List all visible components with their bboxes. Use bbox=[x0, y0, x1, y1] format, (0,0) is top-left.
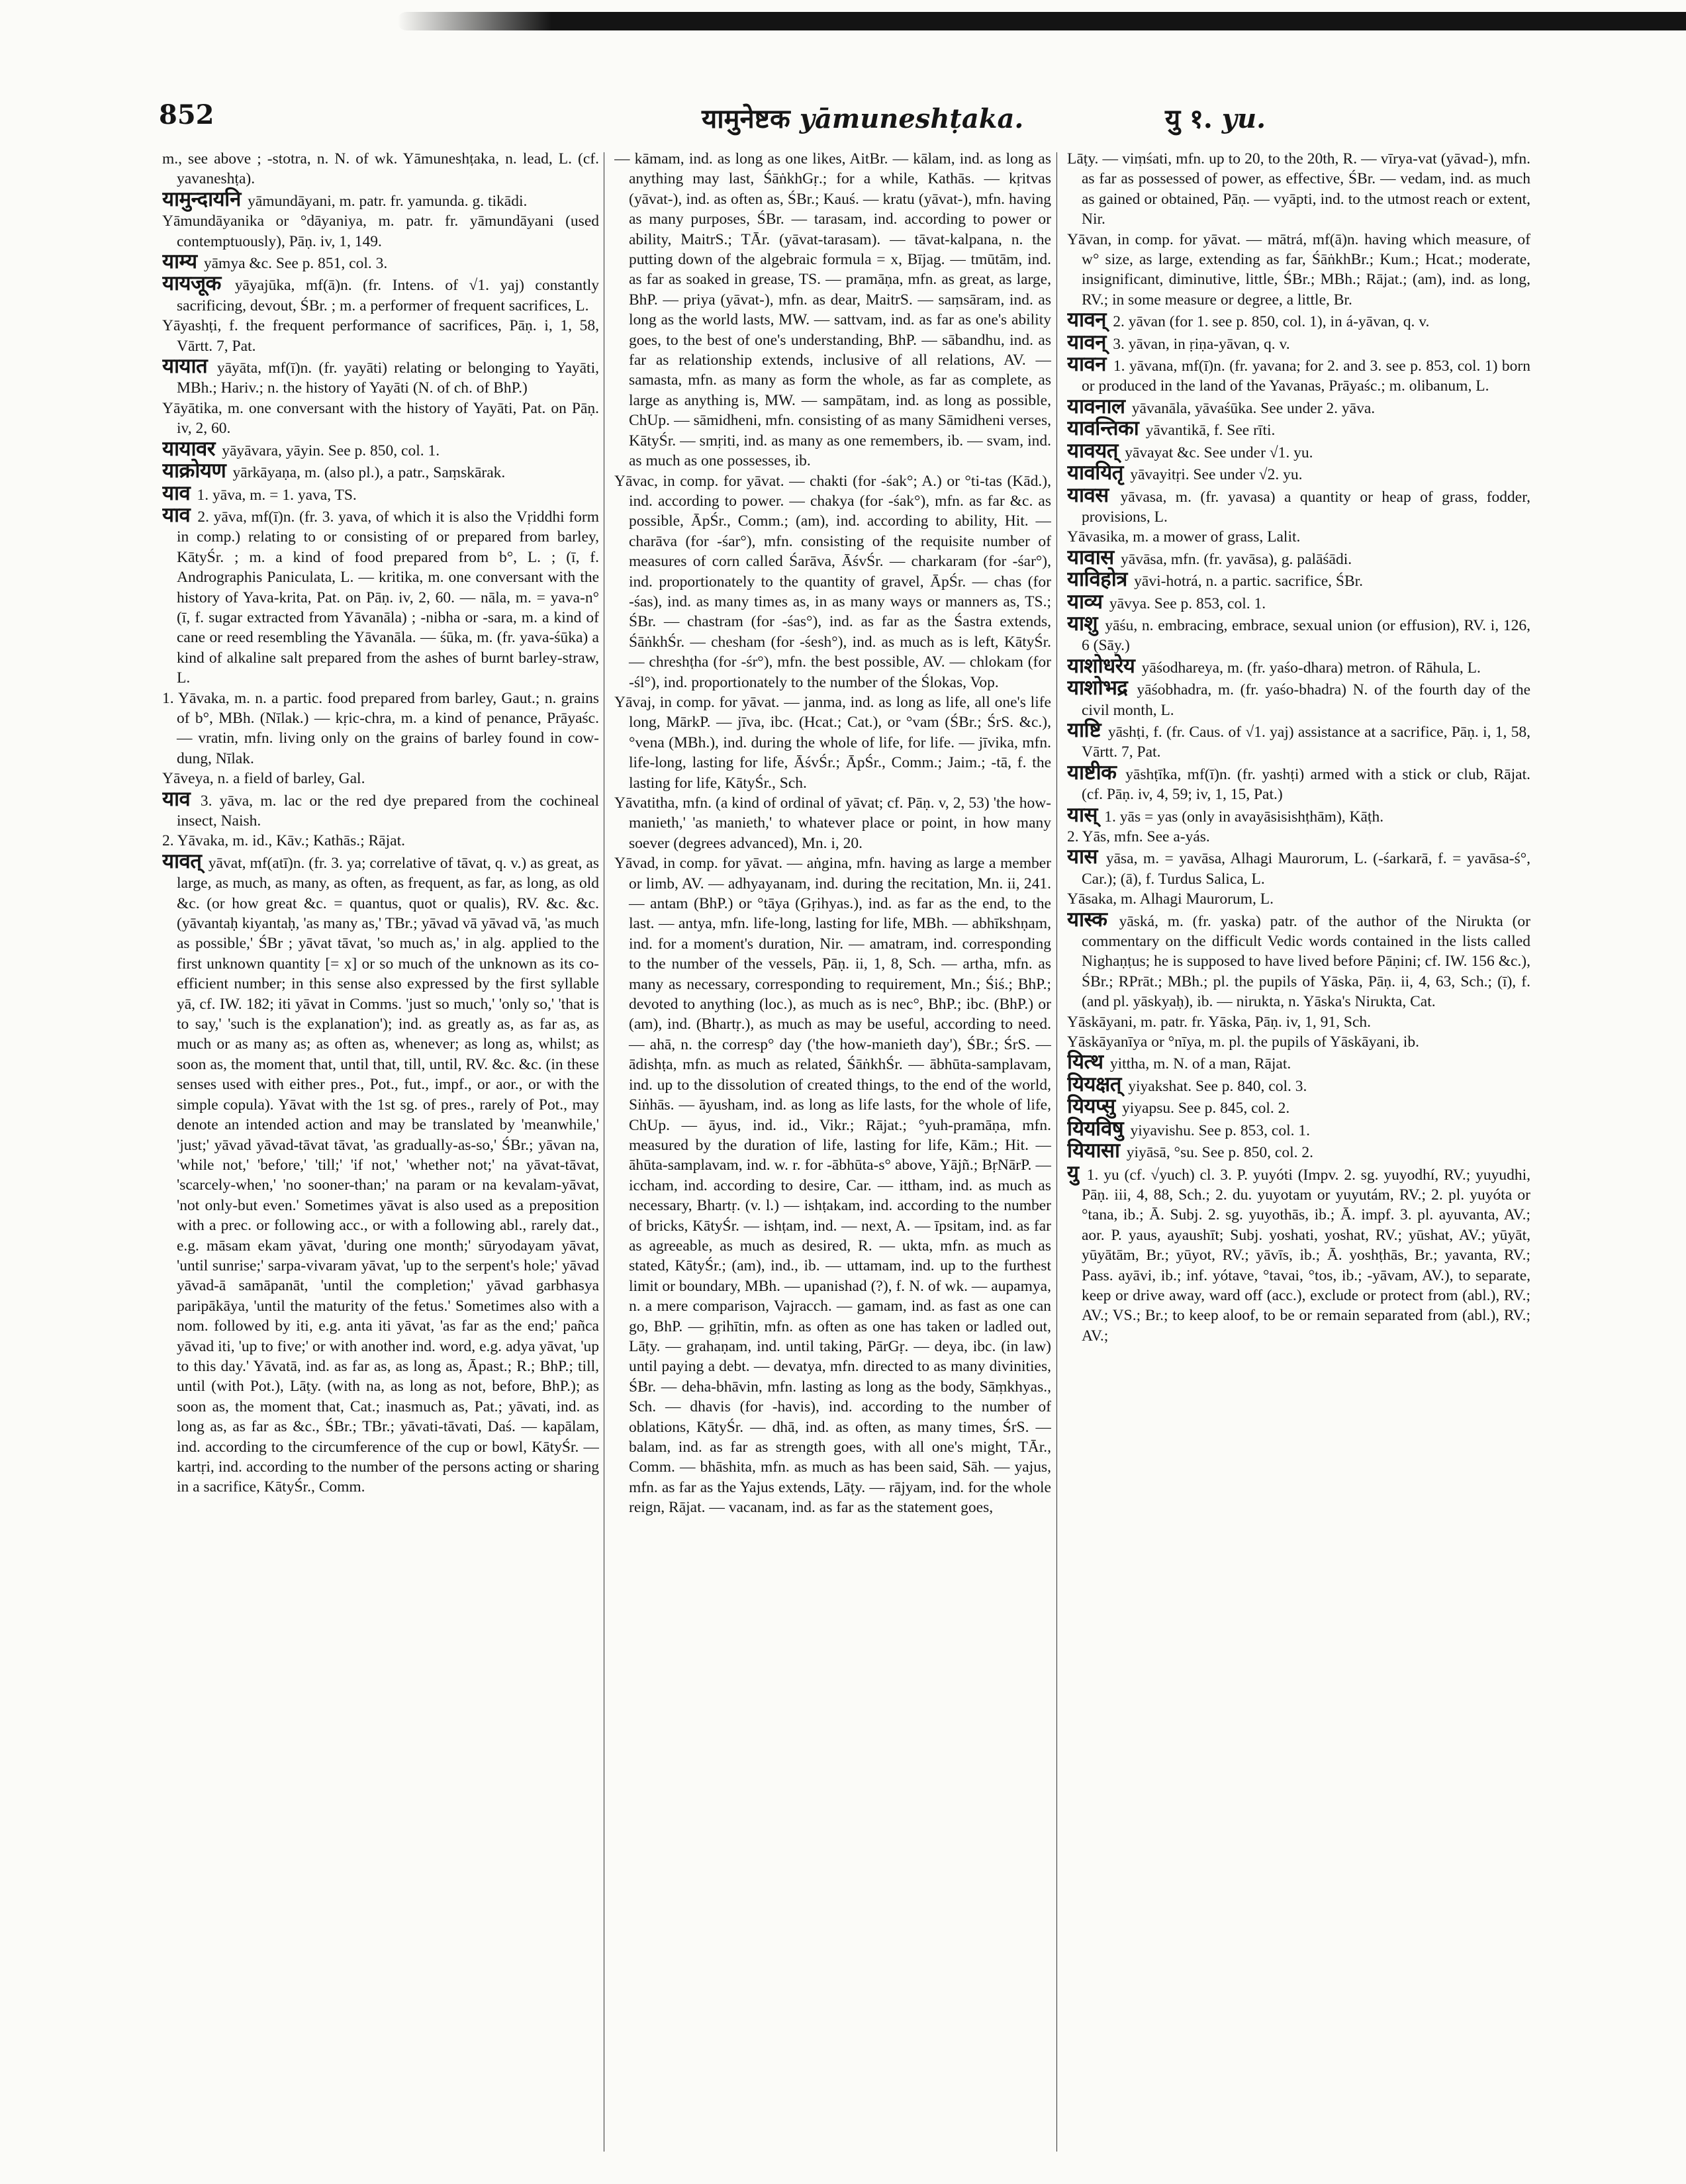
headword-devanagari: यित्थ bbox=[1067, 1050, 1110, 1074]
dictionary-entry: यायावर yāyāvara, yāyin. See p. 850, col. 1. bbox=[162, 436, 440, 461]
dictionary-entry: याशोभद्र yāśobhadra, m. (fr. yaśo-bhadra) N. of the fourth day of the civil month, L. bbox=[1067, 676, 1530, 719]
headword-devanagari: यियक्षत् bbox=[1067, 1072, 1129, 1096]
headword-devanagari: याव्य bbox=[1067, 589, 1109, 614]
dictionary-entry: Lāṭy. — viṃśati, mfn. up to 20, to the 20th, R. — vīrya-vat (yāvad-), mfn. as far as possessed of power, as effective, ŚBr. — vedam, ind. as much as gained or obtained, Pāṇ. — vyāpti, ind. to the utmost reach or extent, Nir. bbox=[1067, 150, 1530, 228]
dictionary-entry: यावयितृ yāvayitṛi. See under √2. yu. bbox=[1067, 461, 1303, 485]
dictionary-entry: यायात yāyāta, mf(ī)n. (fr. yayāti) relating or belonging to Yayāti, MBh.; Hariv.; n. the history of Yayāti (N. of ch. of BhP.) bbox=[162, 354, 599, 397]
dictionary-entry: याव्य yāvya. See p. 853, col. 1. bbox=[1067, 589, 1266, 614]
headword-devanagari: यावन् bbox=[1067, 330, 1113, 354]
dictionary-entry: यावयत् yāvayat &c. See under √1. yu. bbox=[1067, 438, 1313, 463]
headword-devanagari: याशु bbox=[1067, 611, 1105, 636]
headword-devanagari: याक्रोयण bbox=[162, 459, 233, 483]
dictionary-entry: Yāveya, n. a field of barley, Gal. bbox=[162, 770, 365, 788]
headword-devanagari: यु bbox=[1067, 1161, 1087, 1185]
dictionary-entry: Yāskāyanīya or °nīya, m. pl. the pupils of Yāskāyani, ib. bbox=[1067, 1033, 1419, 1051]
headword-devanagari: यास bbox=[1067, 845, 1106, 869]
headword-devanagari: यायात bbox=[162, 354, 217, 379]
column-divider bbox=[1056, 152, 1057, 2152]
dictionary-entry: यास् 1. yās = yas (only in avayāsisishṭhām), Kāṭh. bbox=[1067, 802, 1384, 827]
dictionary-entry: 2. Yāvaka, m. id., Kāv.; Kathās.; Rājat. bbox=[162, 832, 405, 850]
dictionary-entry: यावन 1. yāvana, mf(ī)n. (fr. yavana; for 2. and 3. see p. 853, col. 1) born or produced in the land of the Yavanas, Prāyaśc.; m. olibanum, L. bbox=[1067, 352, 1530, 395]
dictionary-entry: यावत् yāvat, mf(atī)n. (fr. 3. ya; correlative of tāvat, q. v.) as great, as large, as much, as many, as often, as frequent, as far, as long, as old &c. (or how great &c. = quantus, quot or qualis), RV. &c. &c. (yāvantaḥ kiyantaḥ, 'as many as,' TBr.; yāvad vā yāvad vā, 'as much as possible,' ŚBr ; yāvat tāvat, 'so much as,' in alg. applied to the first unknown quantity [= x] or so much of the unknown as its co-efficient number; in this sense also expressed by the first syllable yā, cf. IW. 182; iti yāvat in Comms. 'just so much,' 'only so,' 'that is to say,' 'such is the explanation'); ind. as greatly as, as far as, as much or as many as; as often as, whenever; as long as, whilst; as soon as, the moment that, until that, till, until, RV. &c. &c. (in these senses used with either pres., Pot., fut., impf., or aor., or with the simple copula). Yāvat with the 1st sg. of pres., rarely of Pot., may denote an intended action and may be translated by 'meanwhile,' 'just;' yāvad yāvad-tāvat tāvat, 'as gradually-as-so,' ŚBr.; yāvan na, 'while not,' 'before,' 'till;' 'if not,' 'whether not;' na yāvat-tāvat, 'scarcely-when,' 'no sooner-than;' na param or na kevalam-yāvat, 'not only-but even.' Sometimes yāvat is also used as a preposition with a prec. or following acc., or with a following abl., rarely dat., e.g. māsam ekam yāvat, 'during one month;' sūryodayam yāvat, 'until sunrise;' sarpa-vivaram yāvat, 'up to the serpent's hole;' yāvad yāvad-ā samāpanāt, 'until the completion;' yāvad garbhasya paripākāya, 'until the maturity of the fetus.' Sometimes also with a nom. followed by iti, e.g. anta iti yāvat, 'as far as the end;' pañca yāvad iti, 'up to five;' or with another ind. word, e.g. adya yāvat, 'up to this day.' Yāvatā, ind. as far as, as long as, Āpast.; R.; BhP.; till, until (with Pot.), Lāṭy. (with na, as long as not, before, BhP.); as soon as, the moment that, Cat.; inasmuch as, Pat.; yāvati, ind. as long as, as far as &c., ŚBr.; TBr.; yāvati-tāvati, Daś. — kapālam, ind. according to the circumference of the cup or bowl, KātyŚr. — kartṛi, ind. according to the number of the persons acting or sharing in a sacrifice, KātyŚr., Comm. bbox=[162, 849, 599, 1496]
dictionary-entry: Yāskāyani, m. patr. fr. Yāska, Pāṇ. iv, 1, 91, Sch. bbox=[1067, 1013, 1372, 1031]
headword-devanagari: यामुन्दायनि bbox=[162, 187, 248, 211]
dictionary-entry: याशु yāśu, n. embracing, embrace, sexual union (or effusion), RV. i, 126, 6 (Sāy.) bbox=[1067, 611, 1530, 655]
dictionary-entry: Yāvan, in comp. for yāvat. — mātrá, mf(ā)n. having which measure, of w° size, as large, extending as far, ŚāṅkhBr.; Kum.; Hcat.; moderate, insignificant, diminutive, little, ŚBr.; MBh.; Rājat.; (am), ind. as long, RV.; in some measure or degree, a little, Br. bbox=[1067, 230, 1530, 309]
dictionary-entry: याव 3. yāva, m. lac or the red dye prepared from the cochineal insect, Naish. bbox=[162, 786, 599, 830]
headword-devanagari: यायजूक bbox=[162, 271, 235, 296]
page-number: 852 bbox=[159, 99, 214, 130]
right-running-head bbox=[1165, 99, 1266, 136]
headword-devanagari: यियप्सु bbox=[1067, 1094, 1122, 1119]
headword-devanagari: याष्टीक bbox=[1067, 760, 1126, 784]
dictionary-entry: Yāsaka, m. Alhagi Maurorum, L. bbox=[1067, 890, 1274, 908]
dictionary-entry: यावनाल yāvanāla, yāvaśūka. See under 2. yāva. bbox=[1067, 394, 1376, 418]
dictionary-entry: Yāmundāyanika or °dāyaniya, m. patr. fr. yāmundāyani (used contemptuously), Pāṇ. iv, 1, 149. bbox=[162, 213, 599, 250]
dictionary-entry: यावन्तिका yāvantikā, f. See rīti. bbox=[1067, 416, 1276, 441]
dictionary-entry: याम्य yāmya &c. See p. 851, col. 3. bbox=[162, 250, 388, 274]
left-head-devanagari: यामुनेष्टक bbox=[702, 103, 790, 134]
right-head-roman: yu. bbox=[1221, 103, 1266, 134]
headword-devanagari: यावयत् bbox=[1067, 438, 1125, 463]
dictionary-entry: m., see above ; -stotra, n. N. of wk. Yāmuneshṭaka, n. lead, L. (cf. yavaneshṭa). bbox=[162, 150, 599, 188]
dictionary-entry: Yāvatitha, mfn. (a kind of ordinal of yāvat; cf. Pāṇ. v, 2, 53) 'the how-manieth,' 'as manieth,' to whatever place or point, in how many soever (degrees advanced), Mn. i, 20. bbox=[614, 794, 1051, 852]
dictionary-entry: यियविषु yiyavishu. See p. 853, col. 1. bbox=[1067, 1116, 1310, 1141]
headword-devanagari: यास् bbox=[1067, 802, 1105, 827]
dictionary-entry: याष्टीक yāshṭīka, mf(ī)n. (fr. yashṭi) armed with a stick or club, Rājat. (cf. Pāṇ. iv, 4, 59; iv, 1, 15, Pat.) bbox=[1067, 760, 1530, 804]
dictionary-entry: Yāvac, in comp. for yāvat. — chakti (for -śak°; A.) or °ti-tas (Kād.), ind. according to power. — chakya (for -śak°), mfn. as far &c. as possible, ĀpŚr., Comm.; (am), ind. according to ability, Hit. — charāva (for -śar°), mfn. consisting of the requisite number of measures of corn called Śarāva, ĀśvŚr. — charkaram (for -śar°), ind. proportionately to the quantity of gravel, ĀpŚr. — chas (for -śas), ind. as many times as, in as many ways or manners as, TS.; ŚBr. — chastram (for -śas°), ind. as far as the Śastra extends, ŚāṅkhŚr. — chesham (for -śesh°), ind. as much as is left, KātyŚr. — chreshṭha (for -śr°), mfn. the best possible, AV. — chlokam (for -śl°), ind. proportionately to the number of the Ślokas, Vop. bbox=[614, 472, 1051, 691]
dictionary-entry: याव 1. yāva, m. = 1. yava, TS. bbox=[162, 481, 357, 505]
headword-devanagari: यावयितृ bbox=[1067, 461, 1131, 485]
headword-devanagari: यावन्तिका bbox=[1067, 416, 1146, 441]
dictionary-entry: यियासा yiyāsā, °su. See p. 850, col. 2. bbox=[1067, 1139, 1314, 1163]
left-head-roman: yāmuneshṭaka. bbox=[799, 103, 1024, 134]
dictionary-entry: यियप्सु yiyapsu. See p. 845, col. 2. bbox=[1067, 1094, 1290, 1119]
headword-devanagari: यावास bbox=[1067, 545, 1121, 569]
dictionary-entry: याष्टि yāshṭi, f. (fr. Caus. of √1. yaj) assistance at a sacrifice, Pāṇ. i, 1, 58, Vārtt. 7, Pat. bbox=[1067, 718, 1530, 761]
dictionary-entry: याक्रोयण yārkāyaṇa, m. (also pl.), a patr., Saṃskārak. bbox=[162, 459, 506, 483]
dictionary-entry: — kāmam, ind. as long as one likes, AitBr. — kālam, ind. as long as anything may last, ŚāṅkhGṛ.; for a while, Kathās. — kṛitvas (yāvat-), ind. as often as, ŚBr.; Kauś. — kratu (yāvat-), mfn. having as many purposes, ŚBr. — tarasam, ind. according to power or ability, MaitrS.; TĀr. (yāvat-tarasam). — tāvat-kalpana, n. the putting down of the algebraic formula = x, Bījag. — tmūtām, ind. as far as soaked in grease, TS. — pramāṇa, mfn. as great, as large, BhP. — priya (yāvat-), mfn. as dear, MaitrS. — saṃsāram, ind. as long as the world lasts, MW. — sattvam, ind. as far as one's ability goes, to the best of one's understanding, BhP. — sābandhu, ind. as far as relationship extends, inclusive of all relations, AV. — samasta, mfn. as many as form the whole, as far as complete, as large as anything is, MW. — sampātam, ind. as long as possible, ChUp. — sāmidheni, mfn. consisting of as many Sāmidheni verses, KātyŚr. — smṛiti, ind. as many as one remembers, ib. — svam, ind. as much as one possesses, ib. bbox=[614, 150, 1051, 470]
dictionary-entry: 1. Yāvaka, m. n. a partic. food prepared from barley, Gaut.; n. grains of b°, MBh. (Nīlak.) — kṛic-chra, m. a kind of penance, Prāyaśc. — vratin, mfn. living only on the grains of barley found in cow-dung, Nīlak. bbox=[162, 689, 599, 767]
dictionary-entry: यु 1. yu (cf. √yuch) cl. 3. P. yuyóti (Impv. 2. sg. yuyodhí, RV.; yuyudhi, Pāṇ. iii, 4, 88, Sch.; 2. du. yuyotam or yuyutám, RV.; 2. pl. yuyóta or °tana, ib.; Ā. Subj. 2. sg. yuyothās, ib.; Ā. impf. 3. pl. ayuvanta, AV.; aor. P. yaus, ayaushīt; Subj. yoshati, yoshat, RV.; yūshat, AV.; yūyāt, yūyātām, Br.; yūyot, RV.; yāvīs, ib.; Ā. yoshṭhās, Br.; yavanta, RV.; Pass. ayāvi, ib.; inf. yótave, °tavai, °tos, ib.; -yāvam, AV.), to separate, keep or drive away, ward off (acc.), exclude or protect from (abl.), RV.; AV.; VS.; Br.; to keep aloof, to be or remain separated from (abl.), RV.; AV.; bbox=[1067, 1161, 1530, 1345]
headword-devanagari: यियविषु bbox=[1067, 1116, 1131, 1141]
dictionary-entry: Yāvaj, in comp. for yāvat. — janma, ind. as long as life, all one's life long, MārkP. — jīva, ibc. (Hcat.; Cat.), or °vam (ŚBr.; ŚrS. &c.), °vena (MBh.), ind. during the whole of life, for life. — jīvika, mfn. life-long, lasting for life, ĀśvŚr.; ĀpŚr., Comm.; Jaim.; -tā, f. the lasting for life, KātyŚr., Sch. bbox=[614, 693, 1051, 792]
dictionary-column-1 bbox=[162, 149, 599, 2161]
dictionary-entry: यावन् 3. yāvan, in ṛiṇa-yāvan, q. v. bbox=[1067, 330, 1290, 354]
headword-devanagari: याविहोत्र bbox=[1067, 567, 1135, 592]
dictionary-entry: 2. Yās, mfn. See a-yás. bbox=[1067, 828, 1210, 845]
headword-devanagari: याशोभद्र bbox=[1067, 676, 1137, 700]
headword-devanagari: याव bbox=[162, 786, 201, 811]
headword-devanagari: याम्य bbox=[162, 250, 204, 274]
dictionary-entry: यित्थ yittha, m. N. of a man, Rājat. bbox=[1067, 1050, 1291, 1074]
headword-devanagari: यावनाल bbox=[1067, 394, 1132, 418]
dictionary-entry: यावस yāvasa, m. (fr. yavasa) a quantity or heap of grass, fodder, provisions, L. bbox=[1067, 483, 1530, 526]
dictionary-column-2 bbox=[614, 149, 1051, 2161]
left-running-head bbox=[702, 99, 1023, 136]
headword-devanagari: यास्क bbox=[1067, 907, 1119, 931]
headword-devanagari: याष्टि bbox=[1067, 718, 1108, 742]
headword-devanagari: यायावर bbox=[162, 436, 222, 461]
dictionary-entry: यियक्षत् yiyakshat. See p. 840, col. 3. bbox=[1067, 1072, 1307, 1096]
dictionary-column-3 bbox=[1067, 149, 1530, 2161]
headword-devanagari: याव bbox=[162, 481, 197, 505]
headword-devanagari: यावन bbox=[1067, 352, 1113, 377]
dictionary-entry: यावन् 2. yāvan (for 1. see p. 850, col. 1), in á-yāvan, q. v. bbox=[1067, 308, 1430, 332]
headword-devanagari: याव bbox=[162, 502, 198, 527]
dictionary-entry: यास yāsa, m. = yavāsa, Alhagi Maurorum, L. (-śarkarā, f. = yavāsa-ś°, Car.); (ā), f. Turdus Salica, L. bbox=[1067, 845, 1530, 888]
headword-devanagari: यावत् bbox=[162, 849, 209, 873]
dictionary-entry: यास्क yāská, m. (fr. yaska) patr. of the author of the Nirukta (or commentary on the difficult Vedic words contained in the lists called Nighaṇṭus; he is supposed to have lived before Pāṇini; cf. IW. 156 &c.), ŚBr.; RPrāt.; MBh.; pl. the pupils of Yāska, Pāṇ. ii, 4, 63, Sch.; (ī), f. (and pl. yāskyaḥ), ib. — nirukta, n. Yāska's Nirukta, Cat. bbox=[1067, 907, 1530, 1011]
right-head-devanagari: यु १. bbox=[1165, 103, 1213, 134]
dictionary-entry: Yāvad, in comp. for yāvat. — aṅgina, mfn. having as large a member or limb, AV. — adhyayanam, ind. during the recitation, Mn. ii, 241. — antam (BhP.) or °tāya (Gṛihyas.), ind. as far as the end, to the last. — antya, mfn. life-long, lasting for life, MBh. — abhīkshṇam, ind. for a moment's duration, Nir. — amatram, ind. corresponding to the number of the vessels, Pāṇ. ii, 1, 8, Sch. — artha, mfn. as many as necessary, corresponding to requirement, Mn.; Śiś.; BhP.; devoted to anything (loc.), as much as is nec°, BhP.; ibc. (BhP.) or (am), ind. (Bhartṛ.), as much as may be useful, according to need. — ahā, n. the corresp° day ('the how-manieth day'), ŚBr.; ŚrS. — ādishṭa, mfn. as much as related, ŚāṅkhŚr. — ābhūta-samplavam, ind. up to the dissolution of created things, to the end of the world, Siṅhās. — āyusham, ind. as long as life lasts, for the whole of life, ChUp. — āyus, ind. id., Vikr.; Rājat.; °yuh-pramāṇa, mfn. measured by the duration of life, lasting for life, Kām.; Hit. — āhūta-samplavam, ind. w. r. for -ābhūta-s° above, Yājñ.; BṛNārP. — iccham, ind. according to desire, Car. — ittham, ind. as much as necessary, Bhartṛ. (v. l.) — ishṭakam, ind. according to the number of bricks, KātyŚr. — ishṭam, ind. — next, A. — īpsitam, ind. as far as agreeable, as much as desired, R. — ukta, mfn. as much as stated, KātyŚr.; (am), ind., ib. — uttamam, ind. up to the furthest limit or boundary, MBh. — upanishad (?), f. N. of wk. — aupamya, n. a mere comparison, Vajracch. — gamam, ind. as fast as one can go, BhP. — gṛihītin, mfn. as often as one has taken or ladled out, Lāṭy. — grahaṇam, ind. until taking, PārGṛ. — deya, ibc. (in law) until paying a debt. — devatya, mfn. directed to as many divinities, ŚBr. — deha-bhāvin, mfn. lasting as long as the body, Sāṃkhyas., Sch. — dhavis (for -havis), ind. according to the number of oblations, KātyŚr. — dhā, ind. as often, as many times, ŚrS. — balam, ind. as far as strength goes, with all one's might, TĀr., Comm. — bhāshita, mfn. as much as has been said, Sāh. — yajus, mfn. as far as the Yajus extends, Lāṭy. — rājyam, ind. for the whole reign, Rājat. — vacanam, ind. as far as the statement goes, bbox=[614, 855, 1051, 1517]
dictionary-entry: यामुन्दायनि yāmundāyani, m. patr. fr. yamunda. g. tikādi. bbox=[162, 187, 528, 211]
dictionary-entry: Yāyātika, m. one conversant with the history of Yayāti, Pat. on Pāṇ. iv, 2, 60. bbox=[162, 399, 599, 438]
headword-devanagari: याशोधरेय bbox=[1067, 653, 1142, 678]
dictionary-entry: Yāvasika, m. a mower of grass, Lalit. bbox=[1067, 528, 1301, 546]
dictionary-entry: Yāyashṭi, f. the frequent performance of sacrifices, Pāṇ. i, 1, 58, Vārtt. 7, Pat. bbox=[162, 317, 599, 355]
headword-devanagari: यावन् bbox=[1067, 308, 1113, 332]
dictionary-entry: यावास yāvāsa, mfn. (fr. yavāsa), g. palāśādi. bbox=[1067, 545, 1352, 569]
headword-devanagari: यियासा bbox=[1067, 1139, 1127, 1163]
page-header bbox=[159, 99, 1542, 139]
page-top-shadow bbox=[397, 12, 1686, 30]
dictionary-entry: यायजूक yāyajūka, mf(ā)n. (fr. Intens. of √1. yaj) constantly sacrificing, devout, ŚBr. ; m. a performer of frequent sacrifices, L. bbox=[162, 271, 599, 314]
dictionary-entry: याव 2. yāva, mf(ī)n. (fr. 3. yava, of which it is also the Vṛiddhi form in comp.) relating to or consisting of or prepared from barley, KātyŚr. ; m. a kind of food prepared from b°, L. ; (ī, f. Andrographis Paniculata, L. — kritika, m. one conversant with the history of Yava-krita, Pat. on Pāṇ. iv, 2, 60. — nāla, m. = yava-n° (ī, f. sugar extracted from Yāvanāla) ; -nibha or -sara, m. a kind of cane or reed resembling the Yāvanāla. — śūka, m. (fr. yava-śūka) a kind of alkaline salt prepared from the ashes of burnt barley-straw, L. bbox=[162, 502, 599, 687]
dictionary-entry: याविहोत्र yāvi-hotrá, n. a partic. sacrifice, ŚBr. bbox=[1067, 567, 1364, 592]
dictionary-entry: याशोधरेय yāśodhareya, m. (fr. yaśo-dhara) metron. of Rāhula, L. bbox=[1067, 653, 1481, 678]
headword-devanagari: यावस bbox=[1067, 483, 1121, 507]
